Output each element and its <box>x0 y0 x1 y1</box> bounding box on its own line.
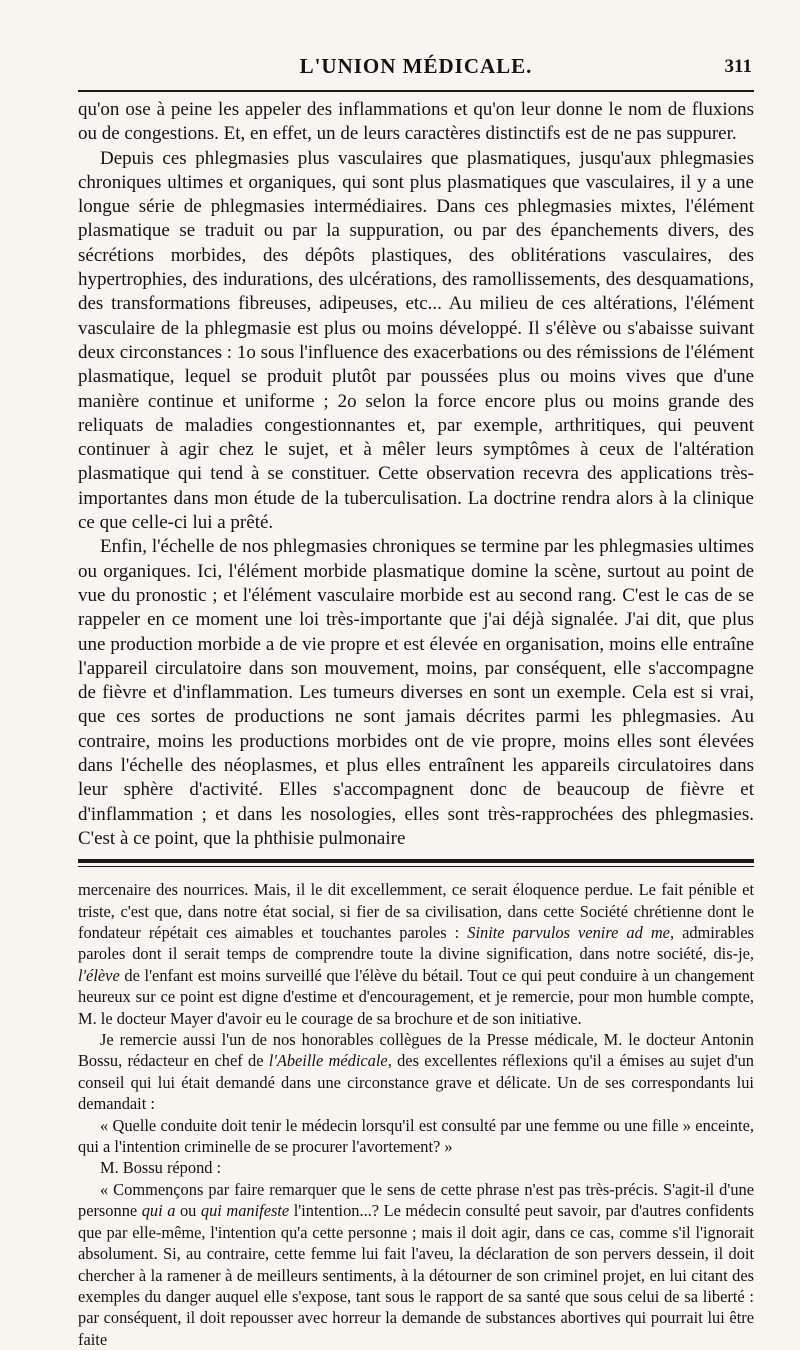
main-article <box>78 98 754 851</box>
journal-title: l'Abeille médicale <box>268 1051 388 1071</box>
separator-thin-rule <box>78 866 754 867</box>
running-title: L'UNION MÉDICALE. <box>299 54 533 78</box>
page-number: 311 <box>724 56 752 77</box>
page-header <box>78 0 754 98</box>
italic-word: l'élève <box>78 965 120 985</box>
feuilleton-separator <box>78 859 754 869</box>
paragraph: qu'on ose à peine les appeler des inflammations et qu'on leur donne le nom de fluxions ou de congestions. Et, en effet, un de leurs caractères distinctifs est de ne pas suppurer. <box>78 99 754 145</box>
italic-phrase: qui manifeste <box>200 1201 290 1221</box>
feuilleton-paragraph <box>78 1029 754 1115</box>
text-run: admirables paroles dont il serait temps de comprendre toute la divine signification, dans notre société, dis-je, <box>78 923 754 964</box>
paragraph: Depuis ces phlegmasies plus vasculaires que plasmatiques, jusqu'aux phlegmasies chroniques ultimes et organiques, qui sont plus plasmatiques que vasculaires, il y a une longue série de phlegmasies intermédiaires. Dans ces phlegmasies mixtes, l'élément plasmatique se traduit ou par la suppuration, ou par des épanchements divers, des sécrétions morbides, des dépôts plastiques, des oblitérations vasculaires, des hypertrophies, des indurations, des ulcérations, des ramollissements, des desquamations, des transformations fibreuses, adipeuses, etc... Au milieu de ces altérations, l'élément vasculaire de la phlegmasie est plus ou moins développé. Il s'élève ou s'abaisse suivant deux circonstances : 1o sous l'influence des exacerbations ou des rémissions de l'élément plasmatique, lequel se produit plutôt par poussées plus ou moins vives que d'une manière continue et uniforme ; 2o selon la force encore plus ou moins grande des reliquats de maladies congestionnantes et, par exemple, arthritiques, qui peuvent continuer à agir chez le sujet, et à mêler leurs symptômes à ceux de l'altération plasmatique qui tend à se constituer. Cette observation recevra des applications très-importantes dans mon étude de la tuberculisation. La doctrine rendra alors à la clinique ce que celle-ci lui a prêté. <box>78 147 754 534</box>
text-run: ou <box>175 1201 201 1221</box>
text-run: mercenaire des nourrices. Mais, il le dit excellemment, ce serait éloquence perdue. Le fait pénible et triste, c'est que, dans notre état social, si fier de sa civilisation, dans cette Société chrétienne dont le fondateur répétait ces aimables et touchantes paroles : <box>78 880 754 943</box>
feuilleton-paragraph <box>78 879 754 1029</box>
latin-quote: Sinite parvulos venire ad me, <box>467 923 675 943</box>
text-run: « Commençons par faire remarquer que le sens de cette phrase n'est pas très-précis. S'agit-il d'une personne <box>78 1179 754 1221</box>
feuilleton-paragraph: M. Bossu répond : <box>100 1158 222 1178</box>
italic-phrase: qui a <box>141 1201 176 1221</box>
feuilleton-quote: « Quelle conduite doit tenir le médecin lorsqu'il est consulté par une femme ou une fille » enceinte, qui a l'intention criminelle de se procurer l'avortement? » <box>78 1115 754 1157</box>
text-run: , des excellentes réflexions qu'il a émises au sujet d'un conseil qui lui était demandé dans une circonstance grave et délicate. Un de ses correspondants lui demandait : <box>78 1051 754 1114</box>
text-run: Je remercie aussi l'un de nos honorables collègues de la Presse médicale, M. le docteur Antonin Bossu, rédacteur en chef de <box>78 1030 754 1071</box>
feuilleton-quote <box>78 1179 754 1350</box>
text-run: de l'enfant est moins surveillé que l'élève du bétail. Tout ce qui peut conduire à un changement heureux sur ce point est digne d'estime et d'encouragement, et je remercie, pour mon humble compte, M. le docteur Mayer d'avoir eu le courage de sa brochure et de son initiative. <box>78 965 754 1028</box>
separator-thick-rule <box>78 859 754 863</box>
paragraph: Enfin, l'échelle de nos phlegmasies chroniques se termine par les phlegmasies ultimes ou organiques. Ici, l'élément morbide plasmatique domine la scène, surtout au point de vue du pronostic ; et l'élément vasculaire morbide est au second rang. C'est le cas de se rappeler en ce moment une loi très-importante que j'ai déjà signalée. J'ai dit, que plus une production morbide a de vie propre et est élevée en organisation, moins elle entraîne l'appareil circulatoire dans son mouvement, moins, par conséquent, elle s'accompagne de fièvre et d'inflammation. Les tumeurs diverses en sont un exemple. Cela est si vrai, que ces sortes de productions ne sont jamais décrites parmi les phlegmasies. Au contraire, moins les productions morbides ont de vie propre, moins elles sont élevées dans l'échelle des néoplasmes, et plus elles entraînent les appareils circulatoires dans leur sphère d'activité. Elles s'accompagnent donc de beaucoup de fièvre et d'inflammation ; et dans les nosologies, elles sont très-rapprochées des phlegmasies. C'est à ce point, que la phthisie pulmonaire <box>78 536 754 849</box>
feuilleton <box>78 879 754 1350</box>
text-run: l'intention...? Le médecin consulté peut savoir, par d'autres confidents que par elle-même, l'intention qu'a cette personne ; mais il doit agir, dans ce cas, comme s'il l'ignorait absolument. Si, au contraire, cette femme lui fait l'aveu, la déclaration de son pervers dessein, il doit chercher à la ramener à de meilleurs sentiments, à la détourner de son criminel projet, en lui citant des exemples du danger auquel elle s'expose, tant sous le rapport de sa santé que sous celui de sa liberté : par conséquent, il doit repousser avec horreur la demande de substances abortives qui pourrait lui être faite <box>78 1201 755 1349</box>
header-rule <box>78 90 754 92</box>
